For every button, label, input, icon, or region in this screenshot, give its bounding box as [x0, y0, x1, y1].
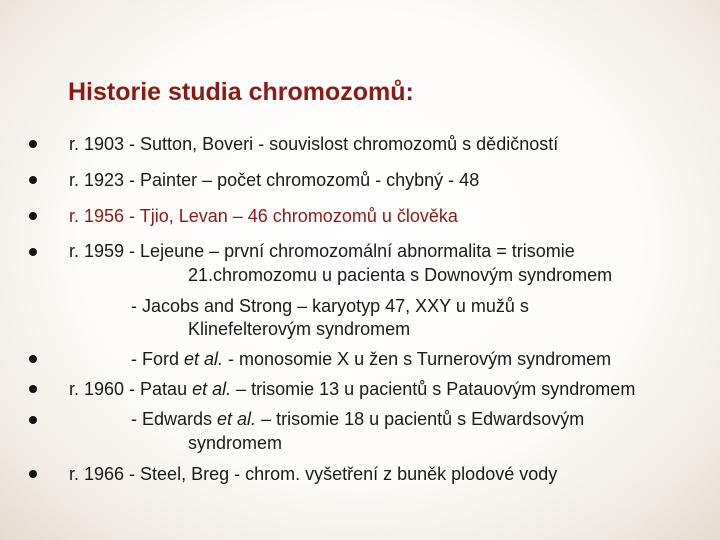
- list-item-jacobs-strong: - Jacobs and Strong – karyotyp 47, XXY u mužů s: [131, 296, 529, 316]
- list-item-edwards-continuation: syndromem: [188, 433, 283, 453]
- bullet-icon: [29, 248, 37, 256]
- bullet-icon: [29, 176, 37, 184]
- list-item-1923: r. 1923 - Painter – počet chromozomů - chybný - 48: [69, 170, 480, 190]
- bullet-icon: [29, 355, 37, 363]
- bullet-icon: [29, 140, 37, 148]
- list-item-1959: r. 1959 - Lejeune – první chromozomální abnormalita = trisomie: [69, 241, 575, 261]
- list-item-1956: r. 1956 - Tjio, Levan – 46 chromozomů u člověka: [69, 206, 458, 226]
- bullet-icon: [29, 416, 37, 424]
- bullet-icon: [29, 385, 37, 393]
- list-item-jacobs-strong-continuation: Klinefelterovým syndromem: [188, 319, 411, 339]
- list-item-ford: - Ford et al. - monosomie X u žen s Turnerovým syndromem: [131, 349, 612, 369]
- list-item-1903: r. 1903 - Sutton, Boveri - souvislost chromozomů s dědičností: [69, 134, 559, 154]
- slide-title: Historie studia chromozomů:: [68, 78, 414, 106]
- list-item-edwards: - Edwards et al. – trisomie 18 u pacientů s Edwardsovým: [131, 409, 585, 429]
- bullet-icon: [29, 212, 37, 220]
- list-item-1959-continuation: 21.chromozomu u pacienta s Downovým syndromem: [188, 265, 613, 285]
- list-item-1966: r. 1966 - Steel, Breg - chrom. vyšetření z buněk plodové vody: [69, 464, 558, 484]
- bullet-icon: [29, 470, 37, 478]
- list-item-1960: r. 1960 - Patau et al. – trisomie 13 u pacientů s Patauovým syndromem: [69, 379, 636, 399]
